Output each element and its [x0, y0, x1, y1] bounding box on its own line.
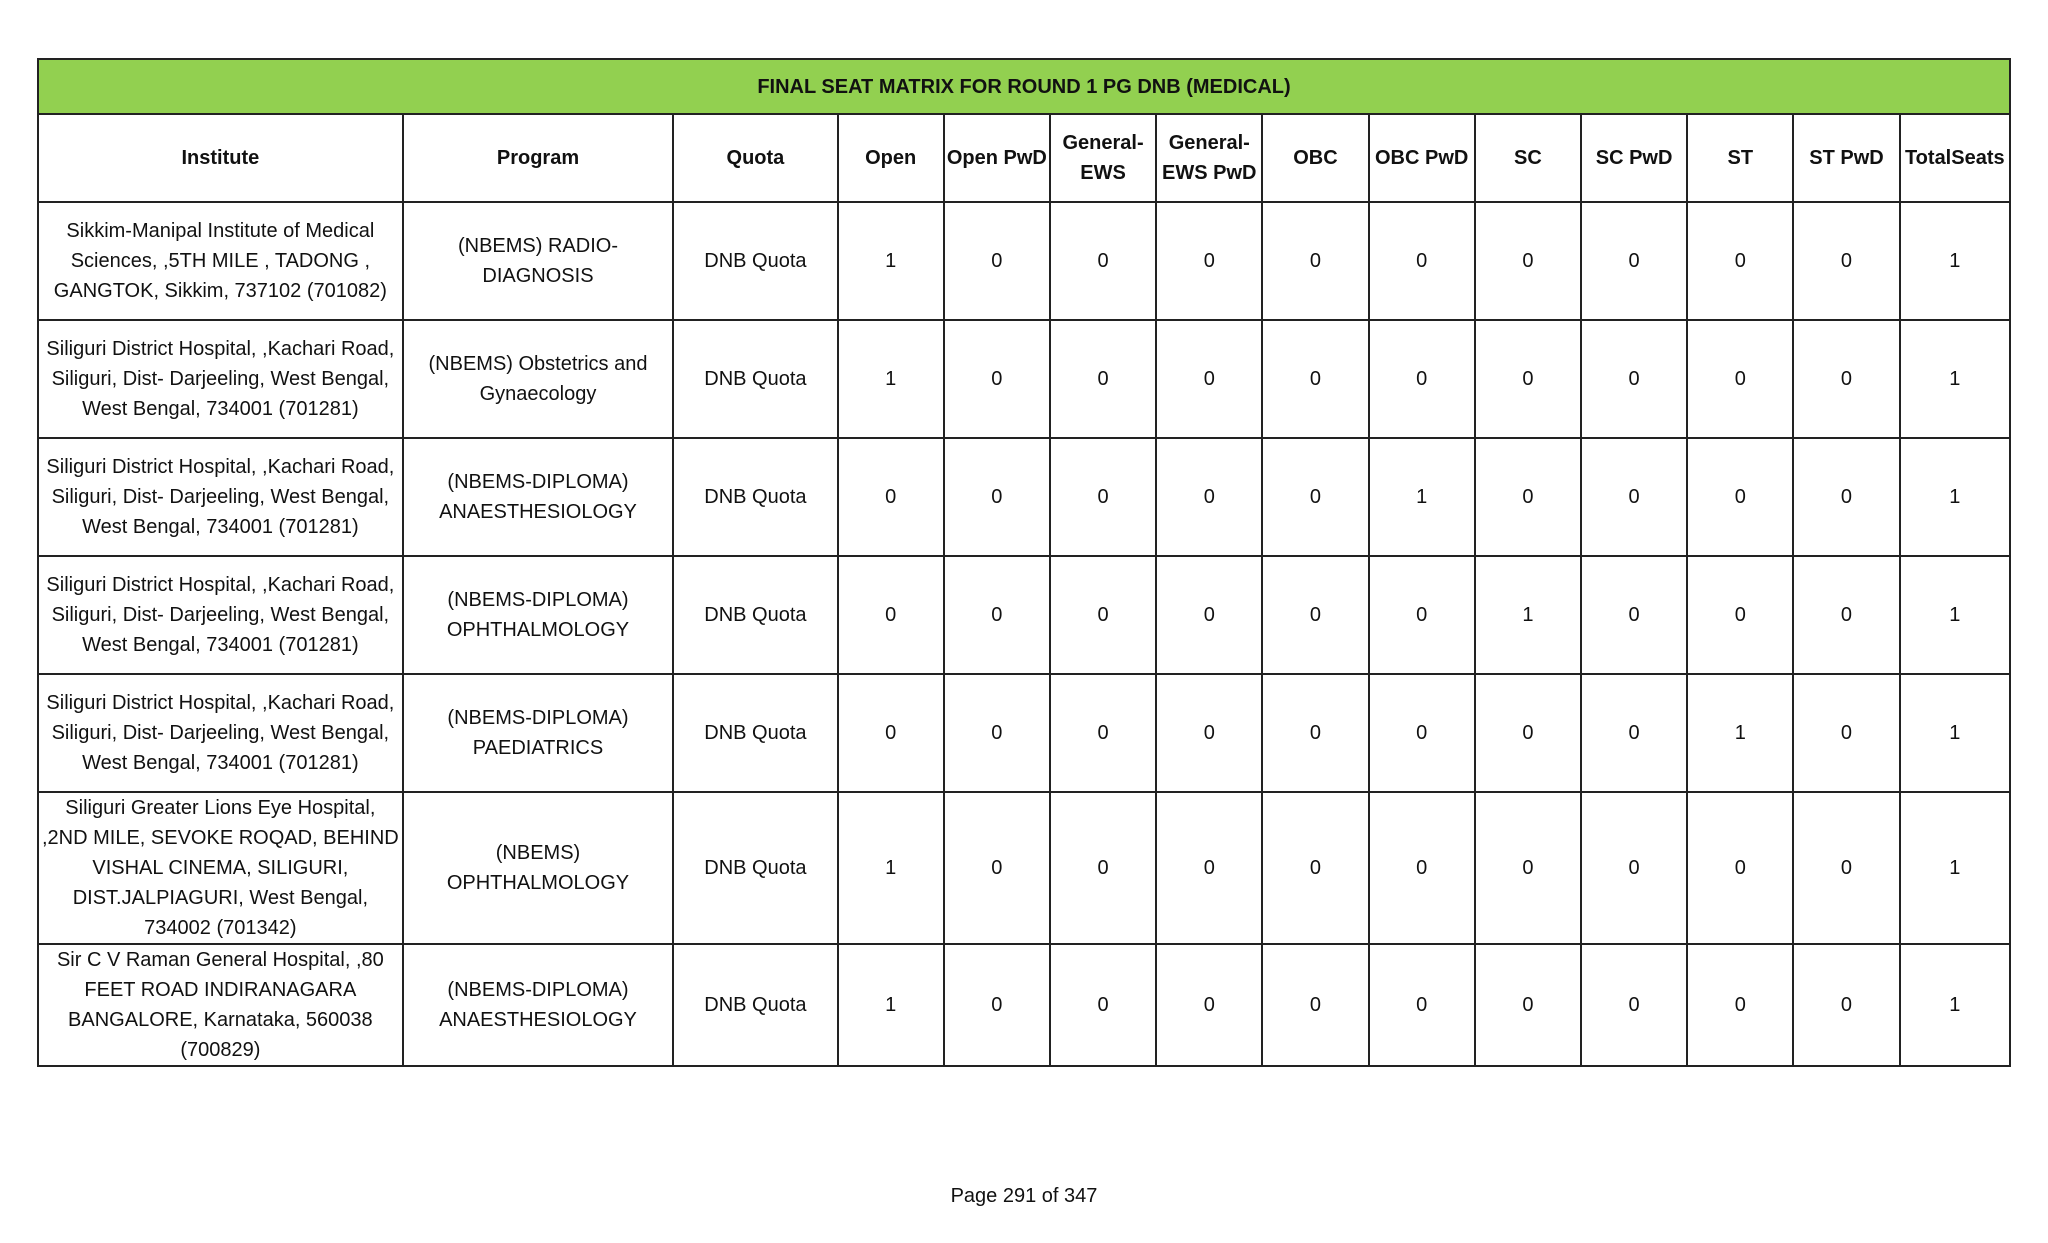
general-ews-pwd-cell: 0 [1156, 792, 1262, 944]
general-ews-pwd-cell: 0 [1156, 556, 1262, 674]
seat-matrix-table [37, 58, 2011, 1067]
sc-cell: 0 [1475, 320, 1581, 438]
institute-cell: Siliguri District Hospital, ,Kachari Road, Siliguri, Dist- Darjeeling, West Bengal, West Bengal, 734001 (701281) [38, 320, 403, 438]
sc-pwd-cell: 0 [1581, 320, 1687, 438]
open-pwd-cell: 0 [944, 674, 1050, 792]
sc-pwd-cell: 0 [1581, 556, 1687, 674]
open-cell: 1 [838, 202, 944, 320]
page-number: Page 291 of 347 [950, 1185, 1098, 1207]
column-header-sc-pwd: SC PwD [1581, 114, 1687, 202]
total-seats-cell: 1 [1900, 202, 2010, 320]
st-cell: 0 [1687, 202, 1793, 320]
column-header-general-ews: General-EWS [1050, 114, 1156, 202]
obc-cell: 0 [1262, 792, 1368, 944]
institute-cell: Sikkim-Manipal Institute of Medical Sciences, ,5TH MILE , TADONG , GANGTOK, Sikkim, 737102 (701082) [38, 202, 403, 320]
column-header-quota: Quota [673, 114, 837, 202]
open-pwd-cell: 0 [944, 556, 1050, 674]
institute-cell: Siliguri District Hospital, ,Kachari Road, Siliguri, Dist- Darjeeling, West Bengal, West Bengal, 734001 (701281) [38, 674, 403, 792]
open-pwd-cell: 0 [944, 944, 1050, 1066]
st-pwd-cell: 0 [1793, 202, 1899, 320]
general-ews-pwd-cell: 0 [1156, 944, 1262, 1066]
institute-cell: Siliguri District Hospital, ,Kachari Road, Siliguri, Dist- Darjeeling, West Bengal, West Bengal, 734001 (701281) [38, 438, 403, 556]
open-cell: 1 [838, 320, 944, 438]
quota-cell: DNB Quota [673, 674, 837, 792]
general-ews-pwd-cell: 0 [1156, 320, 1262, 438]
program-cell: (NBEMS-DIPLOMA) PAEDIATRICS [403, 674, 674, 792]
column-header-general-ews-pwd: General-EWS PwD [1156, 114, 1262, 202]
table-row [38, 944, 2010, 1066]
obc-cell: 0 [1262, 202, 1368, 320]
obc-pwd-cell: 1 [1369, 438, 1475, 556]
sc-pwd-cell: 0 [1581, 438, 1687, 556]
obc-cell: 0 [1262, 944, 1368, 1066]
st-cell: 0 [1687, 944, 1793, 1066]
total-seats-cell: 1 [1900, 438, 2010, 556]
sc-cell: 0 [1475, 438, 1581, 556]
st-cell: 0 [1687, 792, 1793, 944]
institute-cell: Siliguri Greater Lions Eye Hospital, ,2ND MILE, SEVOKE ROQAD, BEHIND VISHAL CINEMA, SILIGURI, DIST.JALPIAGURI, West Bengal, 734002 (701342) [38, 792, 403, 944]
sc-cell: 1 [1475, 556, 1581, 674]
sc-pwd-cell: 0 [1581, 202, 1687, 320]
general-ews-cell: 0 [1050, 320, 1156, 438]
open-pwd-cell: 0 [944, 438, 1050, 556]
column-header-open: Open [838, 114, 944, 202]
sc-cell: 0 [1475, 674, 1581, 792]
total-seats-cell: 1 [1900, 674, 2010, 792]
obc-pwd-cell: 0 [1369, 792, 1475, 944]
column-header-open-pwd: Open PwD [944, 114, 1050, 202]
st-cell: 0 [1687, 556, 1793, 674]
obc-pwd-cell: 0 [1369, 320, 1475, 438]
table-row [38, 792, 2010, 944]
program-cell: (NBEMS-DIPLOMA) OPHTHALMOLOGY [403, 556, 674, 674]
open-cell: 0 [838, 674, 944, 792]
general-ews-cell: 0 [1050, 556, 1156, 674]
total-seats-cell: 1 [1900, 320, 2010, 438]
general-ews-cell: 0 [1050, 202, 1156, 320]
column-header-row [38, 114, 2010, 202]
program-cell: (NBEMS) Obstetrics and Gynaecology [403, 320, 674, 438]
obc-pwd-cell: 0 [1369, 944, 1475, 1066]
general-ews-pwd-cell: 0 [1156, 438, 1262, 556]
page-title: FINAL SEAT MATRIX FOR ROUND 1 PG DNB (MEDICAL) [38, 59, 2010, 114]
obc-cell: 0 [1262, 556, 1368, 674]
general-ews-cell: 0 [1050, 792, 1156, 944]
quota-cell: DNB Quota [673, 944, 837, 1066]
total-seats-cell: 1 [1900, 792, 2010, 944]
obc-pwd-cell: 0 [1369, 674, 1475, 792]
st-cell: 1 [1687, 674, 1793, 792]
st-pwd-cell: 0 [1793, 556, 1899, 674]
sc-cell: 0 [1475, 202, 1581, 320]
seat-matrix-sheet [37, 58, 2011, 1067]
table-row [38, 674, 2010, 792]
st-pwd-cell: 0 [1793, 674, 1899, 792]
column-header-obc-pwd: OBC PwD [1369, 114, 1475, 202]
program-cell: (NBEMS-DIPLOMA) ANAESTHESIOLOGY [403, 944, 674, 1066]
sc-pwd-cell: 0 [1581, 674, 1687, 792]
column-header-obc: OBC [1262, 114, 1368, 202]
obc-cell: 0 [1262, 674, 1368, 792]
general-ews-pwd-cell: 0 [1156, 202, 1262, 320]
sc-cell: 0 [1475, 792, 1581, 944]
institute-cell: Siliguri District Hospital, ,Kachari Road, Siliguri, Dist- Darjeeling, West Bengal, West Bengal, 734001 (701281) [38, 556, 403, 674]
open-cell: 0 [838, 438, 944, 556]
obc-cell: 0 [1262, 320, 1368, 438]
open-cell: 1 [838, 792, 944, 944]
obc-pwd-cell: 0 [1369, 556, 1475, 674]
column-header-program: Program [403, 114, 674, 202]
sc-pwd-cell: 0 [1581, 944, 1687, 1066]
table-row [38, 202, 2010, 320]
general-ews-cell: 0 [1050, 944, 1156, 1066]
sc-pwd-cell: 0 [1581, 792, 1687, 944]
st-cell: 0 [1687, 320, 1793, 438]
quota-cell: DNB Quota [673, 556, 837, 674]
obc-cell: 0 [1262, 438, 1368, 556]
table-row [38, 556, 2010, 674]
obc-pwd-cell: 0 [1369, 202, 1475, 320]
table-row [38, 320, 2010, 438]
sc-cell: 0 [1475, 944, 1581, 1066]
st-pwd-cell: 0 [1793, 438, 1899, 556]
total-seats-cell: 1 [1900, 944, 2010, 1066]
column-header-total-seats: TotalSeats [1900, 114, 2010, 202]
column-header-st-pwd: ST PwD [1793, 114, 1899, 202]
general-ews-cell: 0 [1050, 438, 1156, 556]
column-header-sc: SC [1475, 114, 1581, 202]
open-pwd-cell: 0 [944, 792, 1050, 944]
open-pwd-cell: 0 [944, 320, 1050, 438]
open-cell: 1 [838, 944, 944, 1066]
st-pwd-cell: 0 [1793, 944, 1899, 1066]
open-pwd-cell: 0 [944, 202, 1050, 320]
column-header-institute: Institute [38, 114, 403, 202]
program-cell: (NBEMS-DIPLOMA) ANAESTHESIOLOGY [403, 438, 674, 556]
quota-cell: DNB Quota [673, 438, 837, 556]
st-cell: 0 [1687, 438, 1793, 556]
general-ews-cell: 0 [1050, 674, 1156, 792]
quota-cell: DNB Quota [673, 202, 837, 320]
program-cell: (NBEMS) OPHTHALMOLOGY [403, 792, 674, 944]
quota-cell: DNB Quota [673, 792, 837, 944]
st-pwd-cell: 0 [1793, 792, 1899, 944]
st-pwd-cell: 0 [1793, 320, 1899, 438]
total-seats-cell: 1 [1900, 556, 2010, 674]
program-cell: (NBEMS) RADIO-DIAGNOSIS [403, 202, 674, 320]
open-cell: 0 [838, 556, 944, 674]
institute-cell: Sir C V Raman General Hospital, ,80 FEET ROAD INDIRANAGARA BANGALORE, Karnataka, 560038 (700829) [38, 944, 403, 1066]
quota-cell: DNB Quota [673, 320, 837, 438]
column-header-st: ST [1687, 114, 1793, 202]
general-ews-pwd-cell: 0 [1156, 674, 1262, 792]
table-row [38, 438, 2010, 556]
